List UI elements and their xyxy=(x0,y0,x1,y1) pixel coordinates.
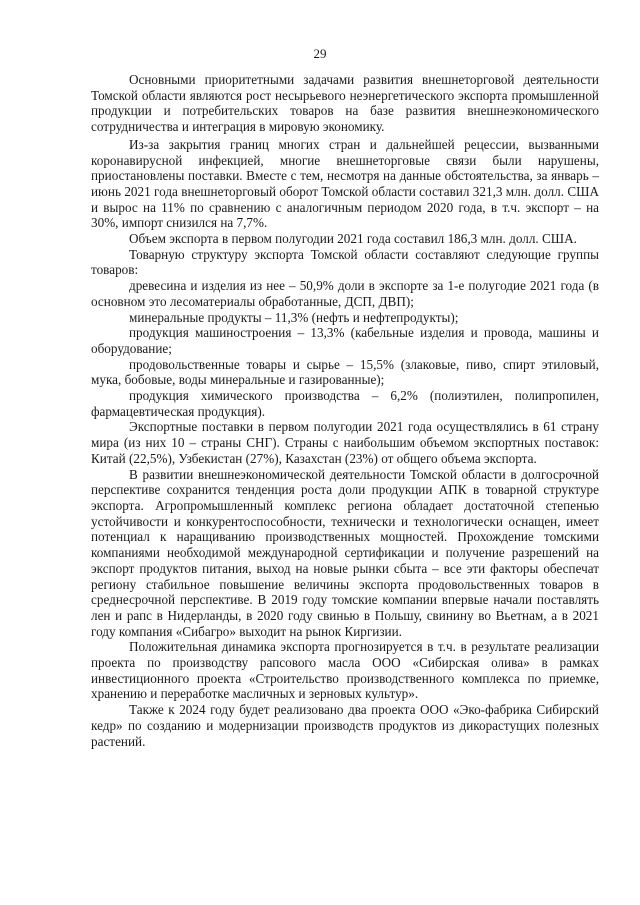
paragraph-rapeseed-project: Положительная динамика экспорта прогнозируется в т.ч. в результате реализации проекта по производству рапсового масла ООО «Сибирская олива» в рамках инвестиционного проекта «Строительство производственного комплекса по приемке, хранению и переработке масличных и зерновых культур». xyxy=(91,639,599,702)
paragraph-agro-development: В развитии внешнеэкономической деятельности Томской области в долгосрочной перспективе сохранится тенденция роста доли продукции АПК в товарной структуре экспорта. Агропромышленный комплекс региона обладает достаточной степенью устойчивости и конкурентоспособности, технически и технологически оснащен, имеет потенциал к наращиванию производственных мощностей. Прохождение томскими компаниями необходимой международной сертификации и получение разрешений на экспорт продуктов питания, выход на новые рынки сбыта – все эти факторы обеспечат региону стабильное повышение величины экспорта продовольственных товаров в среднесрочной перспективе. В 2019 году томские компании впервые начали поставлять лен и рапс в Нидерланды, в 2020 году свинью в Польшу, свинину во Вьетнам, а в 2021 году компания «Сибагро» выходит на рынок Киргизии. xyxy=(91,466,599,639)
paragraph-food: продовольственные товары и сырье – 15,5% (злаковые, пиво, спирт этиловый, мука, бобовые, воды минеральные и газированные); xyxy=(91,356,599,388)
document-body xyxy=(91,72,599,749)
paragraph-priorities: Основными приоритетными задачами развития внешнеторговой деятельности Томской области являются рост несырьевого неэнергетического экспорта промышленной продукции и потребительских товаров на базе развития внешнеэкономического сотрудничества и интеграция в мировую экономику. xyxy=(91,72,599,135)
paragraph-structure-intro: Товарную структуру экспорта Томской области составляют следующие группы товаров: xyxy=(91,246,599,278)
paragraph-export-countries: Экспортные поставки в первом полугодии 2021 года осуществлялись в 61 страну мира (из них 10 – страны СНГ). Страны с наибольшим объемом экспортных поставок: Китай (22,5%), Узбекистан (27%), Казахстан (23%) от общего объема экспорта. xyxy=(91,419,599,466)
paragraph-minerals: минеральные продукты – 11,3% (нефть и нефтепродукты); xyxy=(129,309,459,325)
paragraph-chemical: продукция химического производства – 6,2% (полиэтилен, полипропилен, фармацевтическая продукция). xyxy=(91,388,599,419)
paragraph-machinery: продукция машиностроения – 13,3% (кабельные изделия и провода, машины и оборудование; xyxy=(91,325,599,356)
paragraph-export-volume: Объем экспорта в первом полугодии 2021 года составил 186,3 млн. долл. США. xyxy=(129,231,577,247)
page-number: 29 xyxy=(313,46,327,61)
paragraph-recession: Из-за закрытия границ многих стран и дальнейшей рецессии, вызванными коронавирусной инфекцией, многие внешнеторговые связи были нарушены, приостановлены поставки. Вместе с тем, несмотря на данные обстоятельства, за январь – июнь 2021 года внешнеторговый оборот Томской области составил 321,3 млн. долл. США и вырос на 11% по сравнению с аналогичным периодом 2020 года, в т.ч. экспорт – на 30%, импорт снизился на 7,7%. xyxy=(91,136,599,231)
paragraph-wood: древесина и изделия из нее – 50,9% доли в экспорте за 1-е полугодие 2021 года (в основном это лесоматериалы обработанные, ДСП, ДВП); xyxy=(91,278,599,309)
paragraph-cedar-project: Также к 2024 году будет реализовано два проекта ООО «Эко-фабрика Сибирский кедр» по созданию и модернизации производств продуктов из дикорастущих полезных растений. xyxy=(91,702,599,749)
